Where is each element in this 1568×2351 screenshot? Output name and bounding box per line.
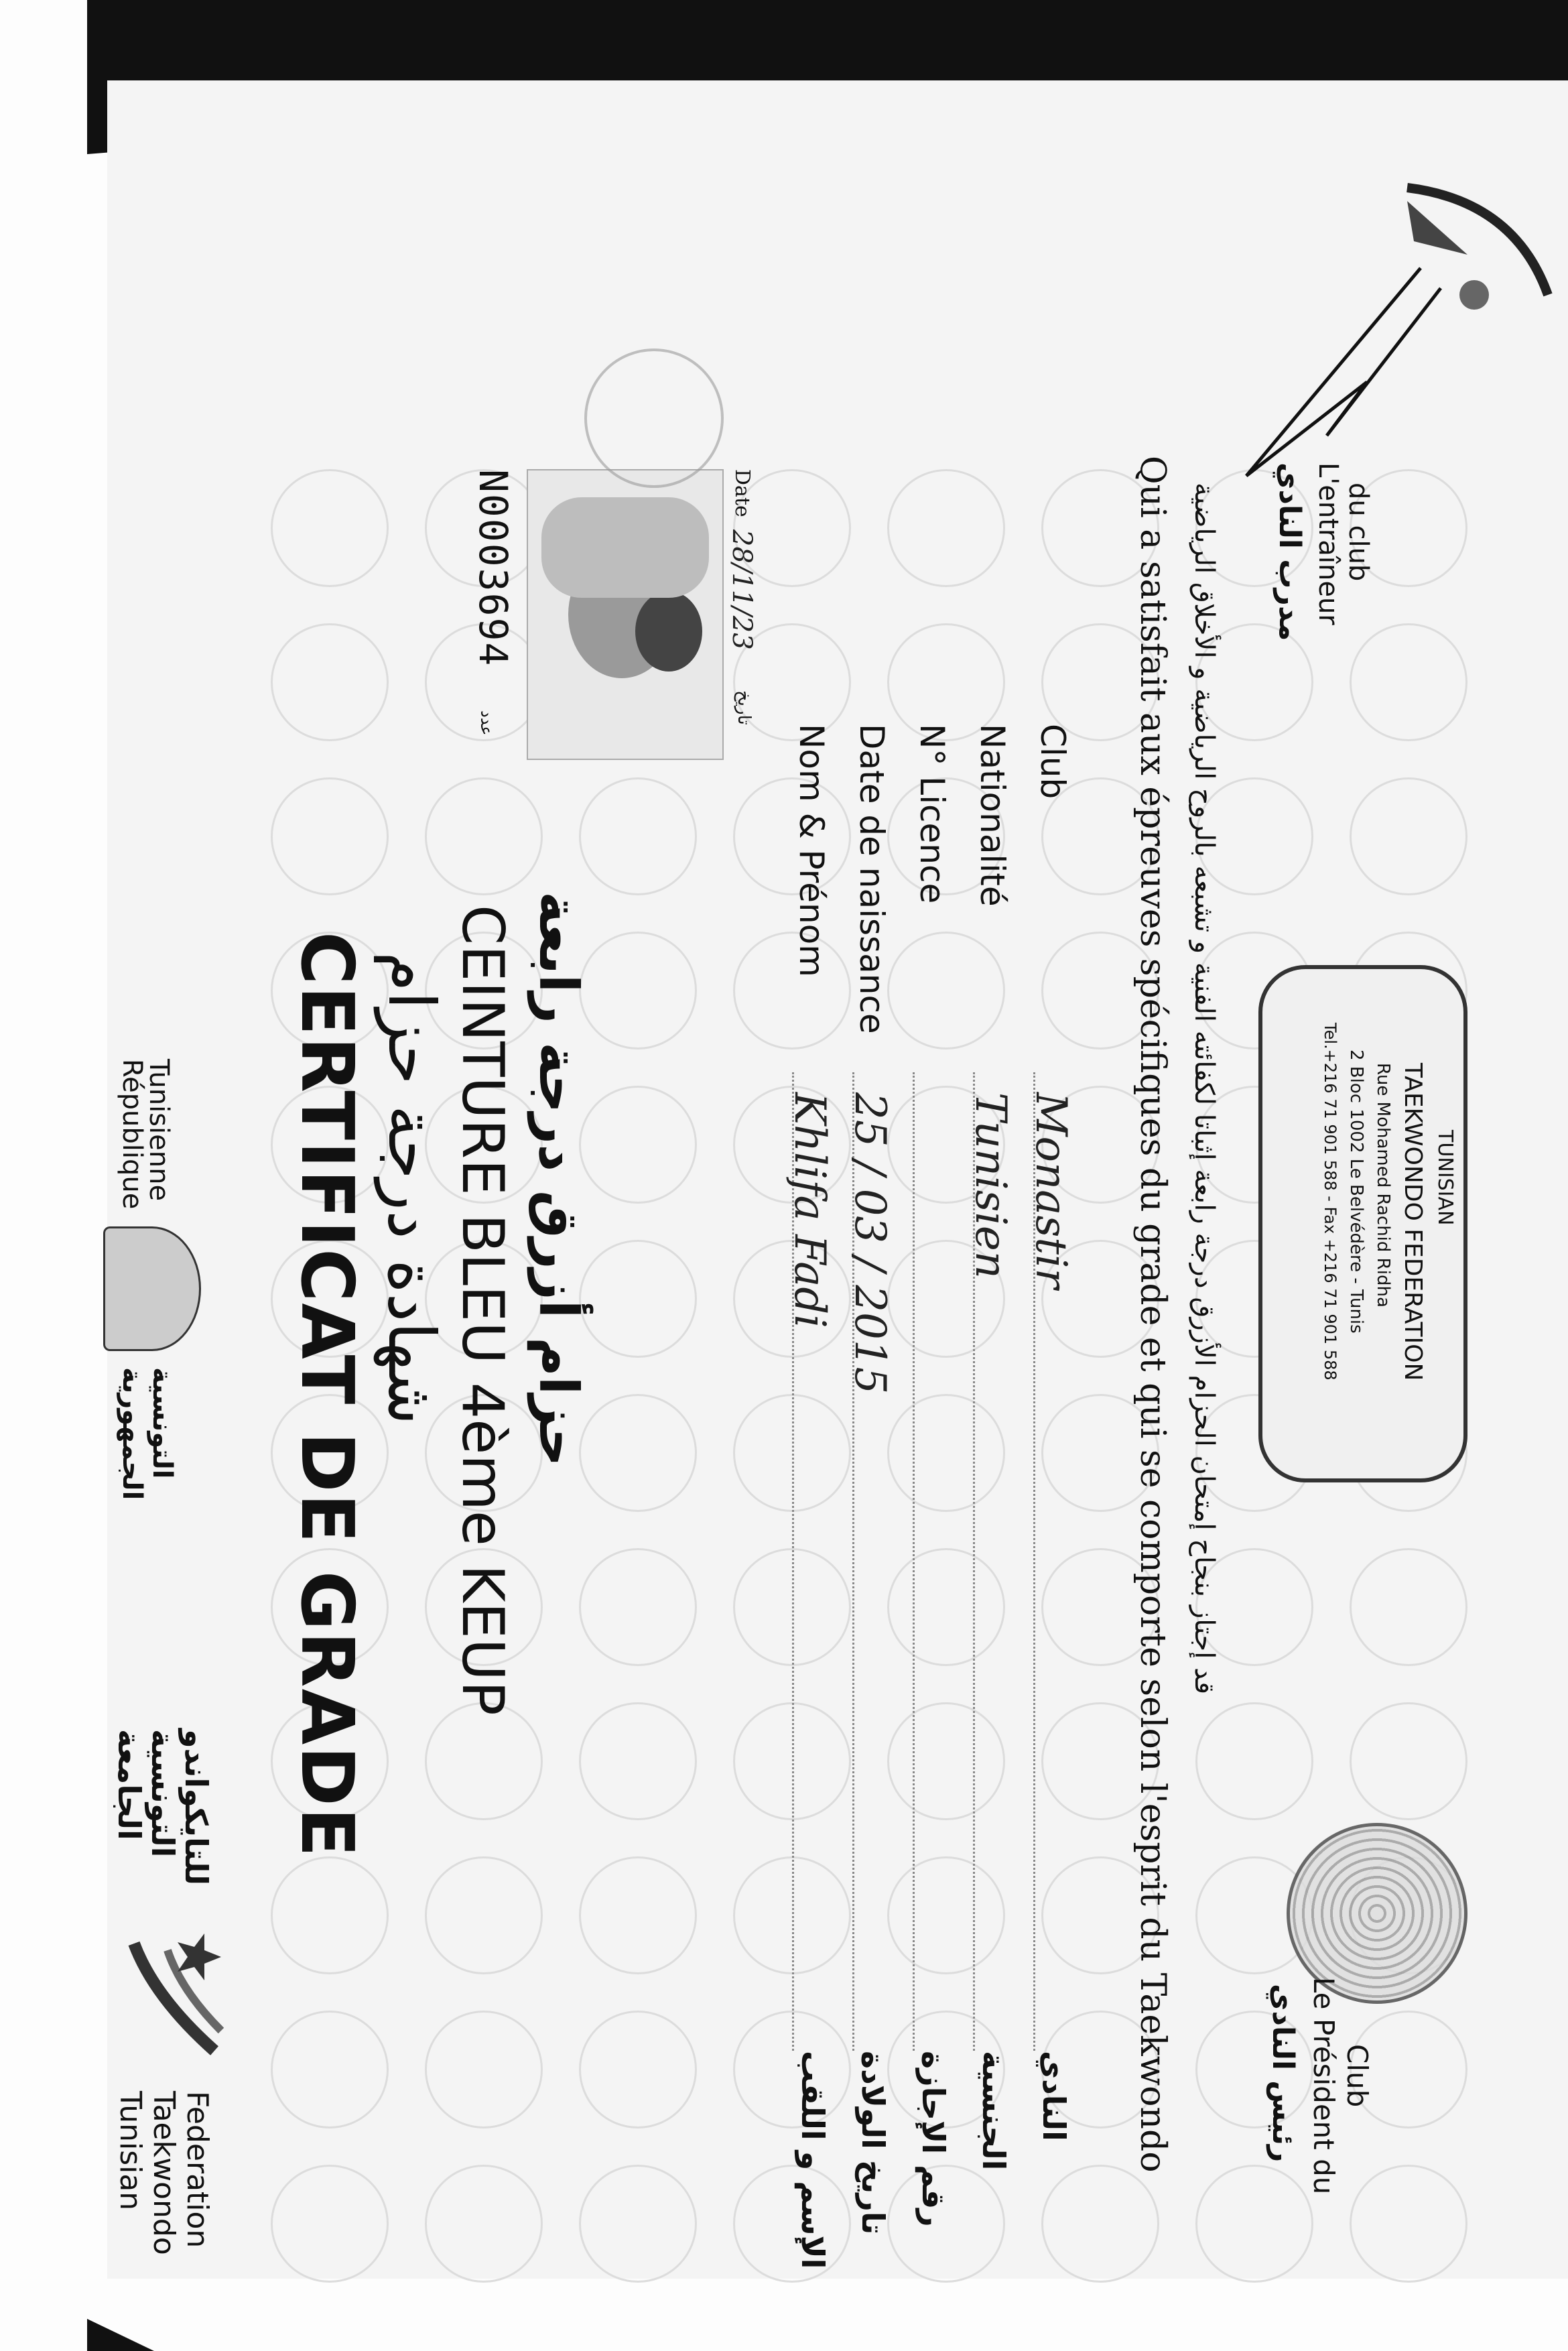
stamp-line-2: TAEKWONDO FEDERATION [1399,1063,1427,1381]
tunisia-coat-of-arms [103,1226,201,1351]
stamp-line-4: 2 Bloc 1002 Le Belvédère - Tunis [1346,1050,1366,1334]
field-label-fr: Nom & Prénom [792,724,831,977]
field-value: 25 / 03 / 2015 [845,1092,895,1395]
stamp-line-1: TUNISIAN [1433,1130,1457,1226]
watermark-circle [271,469,389,587]
watermark-circle [1350,623,1467,741]
title-ar: شهادة درجة حزام [374,952,449,1425]
watermark-circle [1041,2165,1159,2283]
field-label-ar: تاريخ الولادة [855,2051,891,2235]
watermark-circle [733,2165,851,2283]
serial-ar-label: عدد [477,710,496,736]
field-label-fr: N° Licence [913,724,952,904]
portrait-image [528,470,722,759]
stamp-line-5: Tel.+216 71 901 588 - Fax +216 71 901 588 [1321,1023,1340,1381]
trainer-fr-1: L'entraîneur [1313,462,1344,625]
field-label-ar: الجنسية [976,2051,1012,2171]
fed-en-3: Federation [180,2091,214,2248]
fed-ar-1: الجامعة [111,1729,147,1840]
watermark-circle [579,1394,697,1512]
watermark-circle [579,2011,697,2128]
watermark-circle [271,2011,389,2128]
field-line [913,1072,915,2051]
club-stamp [584,348,724,488]
watermark-circle [887,1548,1005,1666]
watermark-circle [579,777,697,895]
watermark-circle [579,1856,697,1974]
watermark-circle [579,2165,697,2283]
title-fr: CERTIFICAT DE GRADE [285,932,369,1858]
watermark-circle [271,623,389,741]
watermark-circle [1350,777,1467,895]
watermark-circle [425,2165,543,2283]
watermark-circle [579,1240,697,1358]
watermark-circle [271,777,389,895]
photo-date-label: Date [730,469,754,517]
watermark-circle [579,1702,697,1820]
watermark-circle [887,932,1005,1050]
watermark-circle [1195,2165,1313,2283]
field-value: Khlifa Fadi [785,1092,834,1328]
field-label-ar: النادي [1036,2051,1072,2141]
watermark-circle [425,2011,543,2128]
watermark-circle [887,1856,1005,1974]
republic-ar-1: الجمهورية [117,1367,147,1501]
president-fr-1: Le Président du [1307,1977,1340,2195]
watermark-circle [425,777,543,895]
watermark-circle [425,1856,543,1974]
fed-en-2: Taekwondo [147,2091,181,2255]
republic-fr-2: Tunisienne [143,1059,174,1202]
field-value: Tunisien [966,1092,1015,1279]
belt-fr: CEINTURE BLEU 4ème KEUP [449,905,516,1716]
statement-fr: Qui a satisfait aux épreuves spécifiques du grade et qui se comporte selon l'esprit du Taekwondo [1132,456,1173,2173]
watermark-circle [1195,1702,1313,1820]
field-label-ar: رقم الإجازة [915,2051,952,2227]
field-value: Monastir [1026,1092,1075,1289]
republic-fr-1: République [117,1059,147,1210]
photo-date-ar: تاريخ [734,690,754,725]
belt-ar: حزام أزرق درجة رابعة [527,891,590,1467]
republic-ar-2: التونسية [147,1367,178,1479]
field-label-ar: الإسم و اللقب [795,2051,831,2269]
watermark-circle [271,1856,389,1974]
federation-stamp [1258,965,1467,1482]
watermark-circle [425,1702,543,1820]
fed-ar-3: للتايكواندو [178,1729,214,1886]
serial-number: N0003694 [470,469,516,668]
holder-photo [527,469,724,760]
watermark-circle [887,1702,1005,1820]
president-ar: رئيس النادي [1266,1984,1300,2163]
watermark-circle [271,2165,389,2283]
statement-ar: قد إجتاز بنجاح إمتحان الحزام الأزرق درجة رابعة إثباتا لكفائته الفنية و تشبعه بالروح الرياضية و الأخلاق الرياضية [1189,483,1220,1695]
watermark-circle [1350,2165,1467,2283]
watermark-circle [887,1394,1005,1512]
field-label-fr: Club [1033,724,1072,800]
watermark-circle [579,1548,697,1666]
watermark-circle [1350,1702,1467,1820]
watermark-circle [1350,1548,1467,1666]
fed-ar-2: التونسية [145,1729,181,1858]
stamp-line-3: Rue Mohamed Rachid Ridha [1373,1063,1393,1308]
field-label-fr: Date de naissance [852,724,891,1034]
president-fr-2: Club [1341,2044,1374,2108]
trainer-ar: مدرب النادي [1272,462,1307,641]
fed-en-1: Tunisian [113,2091,147,2211]
watermark-circle [579,932,697,1050]
trainer-fr-2: du club [1343,483,1374,582]
field-label-fr: Nationalité [973,724,1012,907]
trainer-signature [1220,261,1447,489]
watermark-circle [887,469,1005,587]
ttf-logo [114,1930,235,2064]
photo-date-value: 28/11/23 [726,529,757,650]
watermark-circle [579,1086,697,1204]
